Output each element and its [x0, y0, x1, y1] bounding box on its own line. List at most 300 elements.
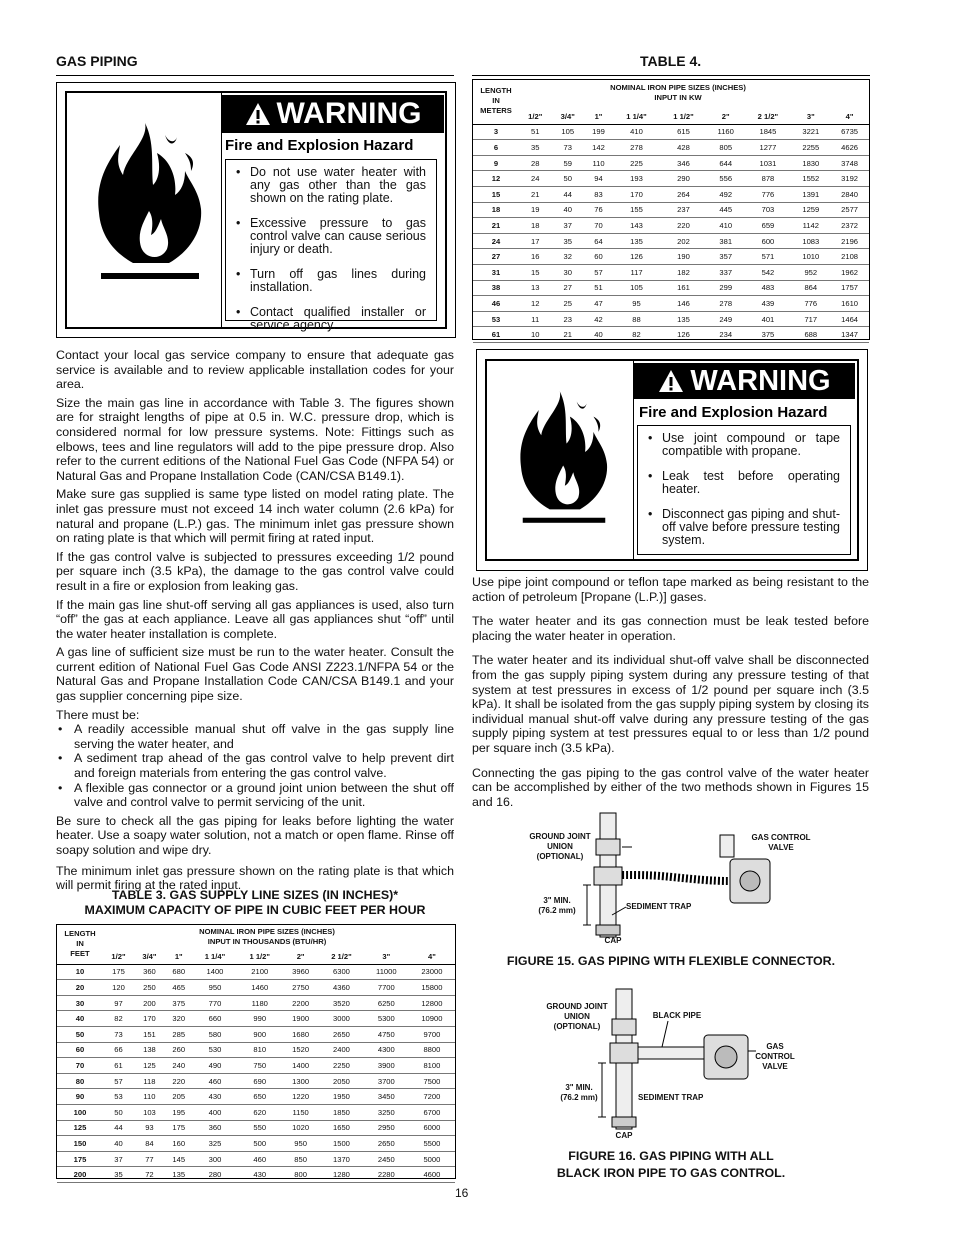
capacity-cell: 240 — [165, 1058, 193, 1074]
warning-item: • Excessive pressure to gas control valve can cause serious injury or death. — [234, 217, 426, 256]
alert-triangle-icon — [658, 369, 684, 393]
capacity-cell: 193 — [613, 171, 660, 187]
cap-label: CAP — [604, 936, 622, 945]
capacity-cell: 260 — [165, 1042, 193, 1058]
capacity-cell: 118 — [134, 1073, 165, 1089]
header-line: FEET — [70, 949, 90, 958]
capacity-cell: 35 — [519, 140, 551, 156]
table-row — [57, 1136, 455, 1152]
capacity-cell: 1400 — [282, 1058, 319, 1074]
capacity-cell: 220 — [165, 1073, 193, 1089]
capacity-cell: 23000 — [409, 964, 455, 980]
table-row — [57, 964, 455, 980]
length-cell: 100 — [57, 1104, 103, 1120]
union-label — [518, 832, 602, 862]
capacity-cell: 1845 — [744, 124, 791, 140]
header-cell — [473, 109, 519, 124]
table4-grid — [473, 109, 869, 343]
capacity-cell: 776 — [744, 186, 791, 202]
header-line: NOMINAL IRON PIPE SIZES (INCHES) — [199, 927, 335, 936]
capacity-cell: 84 — [134, 1136, 165, 1152]
table-row — [57, 1058, 455, 1074]
length-cell: 46 — [473, 296, 519, 312]
length-cell: 21 — [473, 218, 519, 234]
size-header-cell: 4" — [409, 949, 455, 964]
capacity-cell: 360 — [134, 964, 165, 980]
capacity-cell: 1552 — [791, 171, 830, 187]
capacity-cell: 381 — [707, 233, 744, 249]
capacity-cell: 200 — [134, 995, 165, 1011]
heading-rule — [56, 75, 454, 76]
capacity-cell: 644 — [707, 155, 744, 171]
length-cell: 80 — [57, 1073, 103, 1089]
capacity-cell: 430 — [193, 1089, 238, 1105]
length-cell: 61 — [473, 327, 519, 343]
paragraph: Use pipe joint compound or teflon tape marked as being resistant to the action of petroleum [Propane (L.P.)] gases. — [472, 575, 869, 604]
capacity-cell: 1757 — [830, 280, 869, 296]
capacity-cell: 550 — [237, 1120, 282, 1136]
capacity-cell: 320 — [165, 1011, 193, 1027]
capacity-cell: 950 — [282, 1136, 319, 1152]
capacity-cell: 19 — [519, 202, 551, 218]
label-line: VALVE — [768, 843, 794, 852]
capacity-cell: 2577 — [830, 202, 869, 218]
capacity-cell: 1610 — [830, 296, 869, 312]
size-header-cell: 2 1/2" — [744, 109, 791, 124]
capacity-cell: 2280 — [364, 1167, 409, 1183]
pipe-label: BLACK PIPE — [652, 1011, 702, 1020]
capacity-cell: 170 — [134, 1011, 165, 1027]
capacity-cell: 952 — [791, 264, 830, 280]
capacity-cell: 1020 — [282, 1120, 319, 1136]
size-header-cell: 3/4" — [551, 109, 583, 124]
caption-line: FIGURE 16. GAS PIPING WITH ALL — [568, 1149, 774, 1163]
paragraph: If the main gas line shut-off serving all gas appliances is used, also turn “off” the gas at each appliance. Leave all gas appliances shut “off” until the water heater installation is complete. — [56, 597, 454, 641]
warning-box-1 — [56, 82, 456, 338]
label-line: (OPTIONAL) — [553, 1022, 601, 1031]
capacity-cell: 6300 — [319, 964, 364, 980]
capacity-cell: 64 — [584, 233, 613, 249]
capacity-cell: 126 — [613, 249, 660, 265]
capacity-cell: 680 — [165, 964, 193, 980]
header-line: IN — [76, 939, 84, 948]
capacity-cell: 1031 — [744, 155, 791, 171]
capacity-cell: 2650 — [364, 1136, 409, 1152]
capacity-cell: 195 — [165, 1104, 193, 1120]
capacity-cell: 688 — [791, 327, 830, 343]
table-row — [57, 980, 455, 996]
capacity-cell: 337 — [707, 264, 744, 280]
table-row — [473, 124, 869, 140]
capacity-cell: 2400 — [319, 1042, 364, 1058]
capacity-cell: 40 — [584, 327, 613, 343]
capacity-cell: 93 — [134, 1120, 165, 1136]
warning-list-1 — [225, 159, 437, 332]
capacity-cell: 3000 — [319, 1011, 364, 1027]
size-header-cell: 1" — [584, 109, 613, 124]
capacity-cell: 615 — [660, 124, 707, 140]
alert-triangle-icon — [245, 102, 271, 126]
capacity-cell: 97 — [103, 995, 134, 1011]
capacity-cell: 205 — [165, 1089, 193, 1105]
table4-body — [473, 124, 869, 342]
size-header-cell: 1 1/4" — [613, 109, 660, 124]
table-row — [473, 140, 869, 156]
capacity-cell: 7700 — [364, 980, 409, 996]
capacity-cell: 690 — [237, 1073, 282, 1089]
warning-banner — [222, 95, 444, 133]
capacity-cell: 42 — [584, 311, 613, 327]
header-cell — [57, 949, 103, 964]
paragraph: Make sure gas supplied is same type listed on model rating plate. The inlet gas pressure must not exceed 14 inch water column (2.6 kPa) for natural and propane (L.P.) gas. The minimum inlet gas pressure shown on rating plate is that which will permit firing at rated input. — [56, 487, 454, 546]
capacity-cell: 10 — [519, 327, 551, 343]
table-row — [473, 155, 869, 171]
table-row — [57, 1089, 455, 1105]
label-line: GAS — [766, 1042, 784, 1051]
capacity-cell: 2200 — [282, 995, 319, 1011]
capacity-cell: 103 — [134, 1104, 165, 1120]
capacity-cell: 580 — [193, 1026, 238, 1042]
capacity-cell: 556 — [707, 171, 744, 187]
label-line: GROUND JOINT — [546, 1002, 608, 1011]
valve-label — [748, 1042, 802, 1072]
capacity-cell: 410 — [613, 124, 660, 140]
size-header-cell: 1 1/4" — [193, 949, 238, 964]
capacity-cell: 2372 — [830, 218, 869, 234]
capacity-cell: 120 — [103, 980, 134, 996]
capacity-cell: 4750 — [364, 1026, 409, 1042]
capacity-cell: 17 — [519, 233, 551, 249]
capacity-cell: 264 — [660, 186, 707, 202]
capacity-cell: 401 — [744, 311, 791, 327]
capacity-cell: 6250 — [364, 995, 409, 1011]
capacity-cell: 155 — [613, 202, 660, 218]
capacity-cell: 1900 — [282, 1011, 319, 1027]
table-row — [57, 1120, 455, 1136]
capacity-cell: 2250 — [319, 1058, 364, 1074]
capacity-cell: 465 — [165, 980, 193, 996]
capacity-cell: 145 — [165, 1151, 193, 1167]
label-line: UNION — [547, 842, 573, 851]
size-header-cell: 2" — [282, 949, 319, 964]
capacity-cell: 750 — [237, 1058, 282, 1074]
capacity-cell: 225 — [613, 155, 660, 171]
capacity-cell: 285 — [165, 1026, 193, 1042]
capacity-cell: 770 — [193, 995, 238, 1011]
capacity-cell: 70 — [584, 218, 613, 234]
capacity-cell: 290 — [660, 171, 707, 187]
warning-inner-1 — [65, 91, 447, 332]
length-cell: 40 — [57, 1011, 103, 1027]
capacity-cell: 10900 — [409, 1011, 455, 1027]
capacity-cell: 278 — [707, 296, 744, 312]
capacity-cell: 72 — [134, 1167, 165, 1183]
capacity-cell: 170 — [613, 186, 660, 202]
size-header-cell: 3" — [791, 109, 830, 124]
valve-label — [736, 833, 826, 853]
length-cell: 15 — [473, 186, 519, 202]
heading-rule-right — [472, 75, 870, 76]
right-body — [472, 575, 869, 809]
table4 — [472, 79, 870, 340]
capacity-cell: 50 — [551, 171, 583, 187]
capacity-cell: 35 — [551, 233, 583, 249]
capacity-cell: 9700 — [409, 1026, 455, 1042]
capacity-cell: 4626 — [830, 140, 869, 156]
capacity-cell: 61 — [103, 1058, 134, 1074]
length-cell: 20 — [57, 980, 103, 996]
capacity-cell: 40 — [551, 202, 583, 218]
capacity-cell: 146 — [660, 296, 707, 312]
capacity-cell: 460 — [193, 1073, 238, 1089]
label-line: 3" MIN. — [543, 896, 571, 905]
capacity-cell: 650 — [237, 1089, 282, 1105]
paragraph: Be sure to check all the gas piping for leaks before lighting the water heater. Use a soapy water solution, not a match or open flame. Rinse off soapy solution and wipe dry. — [56, 813, 454, 857]
capacity-cell: 110 — [584, 155, 613, 171]
capacity-cell: 60 — [584, 249, 613, 265]
table-row — [57, 1073, 455, 1089]
capacity-cell: 88 — [613, 311, 660, 327]
warning-item: • Leak test before operating heater. — [646, 470, 840, 496]
flame-icon — [501, 383, 627, 543]
capacity-cell: 95 — [613, 296, 660, 312]
capacity-cell: 125 — [134, 1058, 165, 1074]
capacity-cell: 110 — [134, 1089, 165, 1105]
capacity-cell: 73 — [103, 1026, 134, 1042]
length-cell: 27 — [473, 249, 519, 265]
capacity-cell: 400 — [193, 1104, 238, 1120]
capacity-cell: 1259 — [791, 202, 830, 218]
capacity-cell: 5300 — [364, 1011, 409, 1027]
capacity-cell: 810 — [237, 1042, 282, 1058]
capacity-cell: 659 — [744, 218, 791, 234]
capacity-cell: 7500 — [409, 1073, 455, 1089]
min-label — [532, 896, 582, 916]
capacity-cell: 66 — [103, 1042, 134, 1058]
header-line: LENGTH — [480, 86, 512, 95]
capacity-cell: 237 — [660, 202, 707, 218]
capacity-cell: 2650 — [319, 1026, 364, 1042]
capacity-cell: 2840 — [830, 186, 869, 202]
capacity-cell: 13 — [519, 280, 551, 296]
capacity-cell: 1950 — [319, 1089, 364, 1105]
table-row — [473, 327, 869, 343]
capacity-cell: 12800 — [409, 995, 455, 1011]
capacity-cell: 202 — [660, 233, 707, 249]
capacity-cell: 500 — [237, 1136, 282, 1152]
length-cell: 30 — [57, 995, 103, 1011]
capacity-cell: 3700 — [364, 1073, 409, 1089]
capacity-cell: 1520 — [282, 1042, 319, 1058]
capacity-cell: 51 — [519, 124, 551, 140]
length-cell: 9 — [473, 155, 519, 171]
capacity-cell: 7200 — [409, 1089, 455, 1105]
capacity-cell: 47 — [584, 296, 613, 312]
table-row — [473, 233, 869, 249]
label-line: (76.2 mm) — [538, 906, 576, 915]
capacity-cell: 190 — [660, 249, 707, 265]
paragraph: The water heater and its individual shut-off valve shall be disconnected from the gas supply piping system during any pressure testing of that system at test pressures in excess of 1/2 pound per square inch (3.5 kPa). It shall be isolated from the gas supply piping system by closing its individual manual shut-off valve during any pressure testing of the gas supply piping system at test pressures equal to or less than 1/2 pound per square inch (3.5 kPa). — [472, 653, 869, 755]
flex-connector-diagram — [472, 805, 870, 955]
capacity-cell: 143 — [613, 218, 660, 234]
capacity-cell: 850 — [282, 1151, 319, 1167]
warning-banner — [634, 363, 855, 399]
capacity-cell: 8800 — [409, 1042, 455, 1058]
capacity-cell: 44 — [103, 1120, 134, 1136]
table3-caption — [56, 888, 454, 918]
trap-label: SEDIMENT TRAP — [638, 1093, 704, 1102]
size-header-cell: 3" — [364, 949, 409, 964]
capacity-cell: 199 — [584, 124, 613, 140]
warning-item: • Contact qualified installer or service agency. — [234, 306, 426, 332]
capacity-cell: 249 — [707, 311, 744, 327]
capacity-cell: 175 — [103, 964, 134, 980]
capacity-cell: 878 — [744, 171, 791, 187]
length-cell: 150 — [57, 1136, 103, 1152]
table-row — [473, 264, 869, 280]
capacity-cell: 492 — [707, 186, 744, 202]
black-pipe-diagram — [472, 985, 870, 1145]
table3-body — [57, 964, 455, 1182]
table4-title: TABLE 4. — [640, 53, 702, 69]
capacity-cell: 1830 — [791, 155, 830, 171]
paragraph: The minimum inlet gas pressure shown on the rating plate is that which will permit firing at the rated input. — [56, 863, 454, 893]
warning-item: • Disconnect gas piping and shut-off valve before pressure testing system. — [646, 508, 840, 547]
capacity-cell: 57 — [103, 1073, 134, 1089]
capacity-cell: 76 — [584, 202, 613, 218]
capacity-cell: 1300 — [282, 1073, 319, 1089]
capacity-cell: 161 — [660, 280, 707, 296]
capacity-cell: 3748 — [830, 155, 869, 171]
capacity-cell: 299 — [707, 280, 744, 296]
capacity-cell: 800 — [282, 1167, 319, 1183]
capacity-cell: 77 — [134, 1151, 165, 1167]
page-number: 16 — [455, 1186, 469, 1200]
label-line: (76.2 mm) — [560, 1093, 598, 1102]
header-line: METERS — [480, 106, 512, 115]
capacity-cell: 280 — [193, 1167, 238, 1183]
table3-grid — [57, 949, 455, 1183]
capacity-cell: 717 — [791, 311, 830, 327]
length-cell: 53 — [473, 311, 519, 327]
size-header-cell: 4" — [830, 109, 869, 124]
table-row — [473, 311, 869, 327]
length-cell: 6 — [473, 140, 519, 156]
size-header-cell: 2 1/2" — [319, 949, 364, 964]
capacity-cell: 3450 — [364, 1089, 409, 1105]
warning-list-2 — [637, 425, 851, 555]
capacity-cell: 50 — [103, 1104, 134, 1120]
label-line: (OPTIONAL) — [536, 852, 584, 861]
length-cell: 90 — [57, 1089, 103, 1105]
capacity-cell: 51 — [584, 280, 613, 296]
capacity-cell: 2050 — [319, 1073, 364, 1089]
capacity-cell: 160 — [165, 1136, 193, 1152]
capacity-cell: 703 — [744, 202, 791, 218]
capacity-cell: 21 — [519, 186, 551, 202]
capacity-cell: 1083 — [791, 233, 830, 249]
table-row — [57, 1042, 455, 1058]
capacity-cell: 53 — [103, 1089, 134, 1105]
capacity-cell: 660 — [193, 1011, 238, 1027]
header-line: INPUT IN THOUSANDS (BTU/HR) — [207, 937, 327, 946]
capacity-cell: 805 — [707, 140, 744, 156]
capacity-cell: 35 — [103, 1167, 134, 1183]
capacity-cell: 135 — [613, 233, 660, 249]
length-cell: 60 — [57, 1042, 103, 1058]
cap-label: CAP — [615, 1131, 633, 1140]
warning-inner-2 — [485, 359, 859, 561]
capacity-cell: 5000 — [409, 1151, 455, 1167]
capacity-cell: 12 — [519, 296, 551, 312]
warning-title: WARNING — [276, 97, 422, 130]
capacity-cell: 1500 — [319, 1136, 364, 1152]
capacity-cell: 94 — [584, 171, 613, 187]
warning-subtitle: Fire and Explosion Hazard — [225, 137, 414, 154]
capacity-cell: 375 — [165, 995, 193, 1011]
capacity-cell: 24 — [519, 171, 551, 187]
flame-icon — [85, 113, 215, 303]
label-line: VALVE — [762, 1062, 788, 1071]
capacity-cell: 1464 — [830, 311, 869, 327]
capacity-cell: 460 — [237, 1151, 282, 1167]
min-label — [554, 1083, 604, 1103]
label-line: GROUND JOINT — [529, 832, 591, 841]
capacity-cell: 571 — [744, 249, 791, 265]
list-item: • A sediment trap ahead of the gas control valve to help prevent dirt and foreign materials from entering the gas control valve. — [56, 751, 454, 780]
capacity-cell: 3221 — [791, 124, 830, 140]
capacity-cell: 1220 — [282, 1089, 319, 1105]
capacity-cell: 11 — [519, 311, 551, 327]
capacity-cell: 4600 — [409, 1167, 455, 1183]
capacity-cell: 300 — [193, 1151, 238, 1167]
capacity-cell: 25 — [551, 296, 583, 312]
capacity-cell: 2750 — [282, 980, 319, 996]
capacity-cell: 234 — [707, 327, 744, 343]
size-header-cell: 1/2" — [519, 109, 551, 124]
capacity-cell: 30 — [551, 264, 583, 280]
table-row — [57, 1151, 455, 1167]
capacity-cell: 346 — [660, 155, 707, 171]
capacity-cell: 126 — [660, 327, 707, 343]
length-cell: 175 — [57, 1151, 103, 1167]
capacity-cell: 1280 — [319, 1167, 364, 1183]
capacity-cell: 2196 — [830, 233, 869, 249]
capacity-cell: 135 — [165, 1167, 193, 1183]
warning-box-2 — [476, 349, 868, 571]
capacity-cell: 5500 — [409, 1136, 455, 1152]
length-cell: 18 — [473, 202, 519, 218]
table-row — [473, 171, 869, 187]
capacity-cell: 445 — [707, 202, 744, 218]
capacity-cell: 44 — [551, 186, 583, 202]
capacity-cell: 864 — [791, 280, 830, 296]
table-row — [473, 296, 869, 312]
figure-16 — [472, 985, 870, 1145]
header-line: IN — [492, 96, 500, 105]
length-cell: 125 — [57, 1120, 103, 1136]
capacity-cell: 620 — [237, 1104, 282, 1120]
capacity-cell: 11000 — [364, 964, 409, 980]
capacity-cell: 530 — [193, 1042, 238, 1058]
trap-label: SEDIMENT TRAP — [626, 902, 692, 911]
header-line: INPUT IN KW — [654, 93, 702, 102]
capacity-cell: 360 — [193, 1120, 238, 1136]
length-cell: 50 — [57, 1026, 103, 1042]
capacity-cell: 950 — [193, 980, 238, 996]
length-cell: 70 — [57, 1058, 103, 1074]
capacity-cell: 105 — [551, 124, 583, 140]
